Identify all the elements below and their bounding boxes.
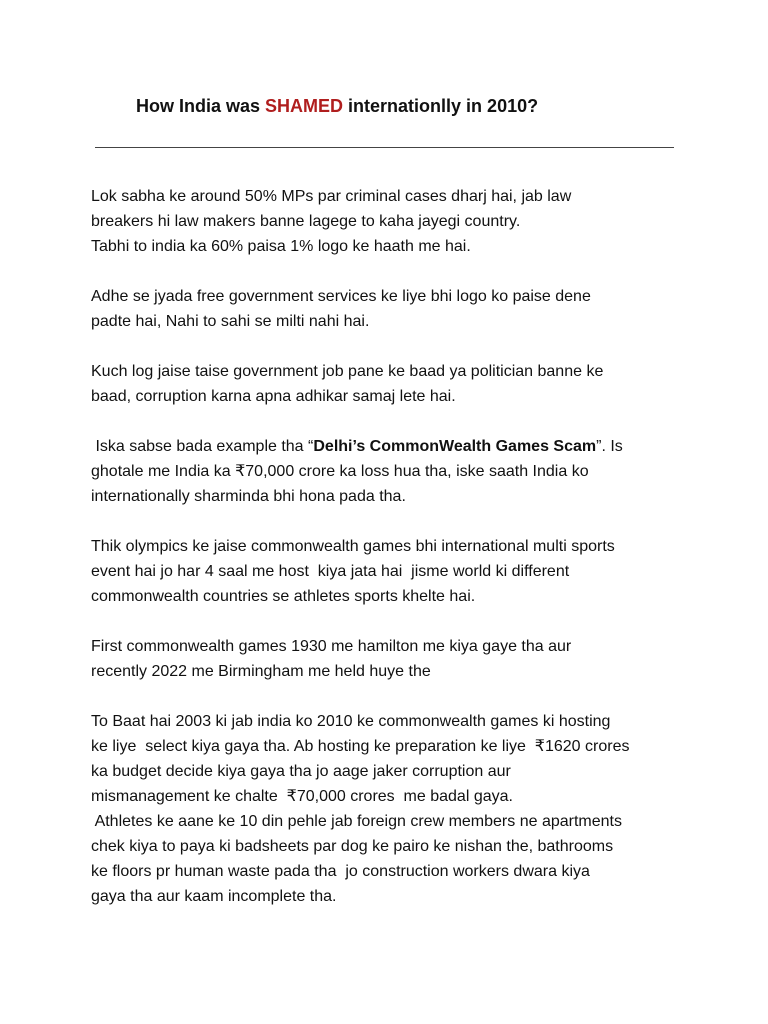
text-line: Kuch log jaise taise government job pane ke baad ya politician banne ke [91,363,604,380]
scam-intro-tail: ”. Is [596,438,623,455]
text-line: ka budget decide kiya gaya tha jo aage jaker corruption aur [91,763,511,780]
text-line: ke liye select kiya gaya tha. Ab hosting ke preparation ke liye ₹1620 crores [91,738,630,755]
text-line: chek kiya to paya ki badsheets par dog ke pairo ke nishan the, bathrooms [91,838,614,855]
paragraph-corruption-right [91,359,691,409]
scam-intro-text: Iska sabse bada example tha “ [91,438,314,455]
text-line: baad, corruption karna apna adhikar samaj lete hai. [91,388,456,405]
paragraph-commonwealth-games [91,534,691,609]
text-line [91,434,691,459]
text-line: breakers hi law makers banne lagege to kaha jayegi country. [91,213,521,230]
text-line: gaya tha aur kaam incomplete tha. [91,888,337,905]
text-line: event hai jo har 4 saal me host kiya jata hai jisme world ki different [91,563,570,580]
text-line: Athletes ke aane ke 10 din pehle jab foreign crew members ne apartments [91,813,622,830]
text-line: ghotale me India ka ₹70,000 crore ka loss hua tha, iske saath India ko [91,463,589,480]
title-prefix: How India was [136,96,266,116]
text-line: First commonwealth games 1930 me hamilton me kiya gaye tha aur [91,638,572,655]
text-line: Thik olympics ke jaise commonwealth games bhi international multi sports [91,538,615,555]
text-line: Lok sabha ke around 50% MPs par criminal cases dharj hai, jab law [91,188,572,205]
paragraph-criminal-mps [91,184,691,259]
text-line: internationally sharminda bhi hona pada tha. [91,488,406,505]
paragraph-cwg-scam [91,434,691,509]
paragraph-hosting-2010 [91,709,691,909]
text-line: recently 2022 me Birmingham me held huye the [91,663,431,680]
text-line: To Baat hai 2003 ki jab india ko 2010 ke commonwealth games ki hosting [91,713,611,730]
paragraph-first-games [91,634,691,684]
title-suffix: internationlly in 2010? [343,96,539,116]
text-line: mismanagement ke chalte ₹70,000 crores me badal gaya. [91,788,513,805]
title-divider [95,147,674,148]
title-highlight: SHAMED [265,96,344,116]
text-line: commonwealth countries se athletes sports khelte hai. [91,588,476,605]
text-line: Tabhi to india ka 60% paisa 1% logo ke haath me hai. [91,238,471,255]
text-line: Adhe se jyada free government services ke liye bhi logo ko paise dene [91,288,591,305]
paragraph-government-services [91,284,691,334]
text-line: ke floors pr human waste pada tha jo construction workers dwara kiya [91,863,590,880]
article-body [91,184,691,934]
text-line: padte hai, Nahi to sahi se milti nahi hai. [91,313,370,330]
scam-name-bold: Delhi’s CommonWealth Games Scam [313,438,597,455]
page-title [136,96,538,117]
